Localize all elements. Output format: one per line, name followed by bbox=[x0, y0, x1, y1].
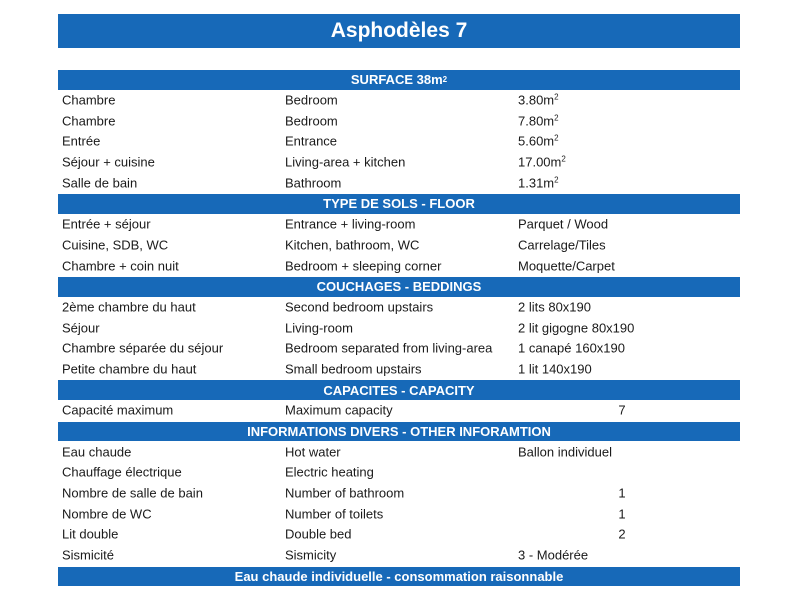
table-row bbox=[58, 214, 740, 235]
unit-superscript: 2 bbox=[554, 92, 559, 102]
table-row bbox=[58, 400, 740, 421]
english-label: Double bed bbox=[285, 526, 352, 542]
french-label: Cuisine, SDB, WC bbox=[62, 237, 169, 253]
english-label: Bedroom bbox=[285, 92, 338, 108]
value-text: Parquet / Wood bbox=[518, 216, 609, 232]
table-row bbox=[58, 317, 740, 338]
english-label: Small bedroom upstairs bbox=[285, 361, 422, 377]
section-header: SURFACE 38m 2 bbox=[58, 69, 740, 90]
table-row bbox=[58, 131, 740, 152]
french-label: Sismicité bbox=[62, 547, 115, 563]
value-cell bbox=[518, 237, 606, 252]
unit-superscript: 2 bbox=[554, 175, 559, 185]
french-label: Petite chambre du haut bbox=[62, 361, 197, 377]
value-cell bbox=[518, 341, 625, 356]
french-label: Capacité maximum bbox=[62, 402, 174, 418]
french-label: Chauffage électrique bbox=[62, 464, 182, 480]
section-header bbox=[58, 193, 740, 214]
english-label: Living-room bbox=[285, 320, 353, 336]
french-label: Chambre bbox=[62, 113, 116, 129]
page-title: Asphodèles 7 bbox=[58, 14, 740, 48]
value-text: 5.60m bbox=[518, 133, 555, 149]
value-cell bbox=[518, 113, 559, 128]
french-label: Séjour bbox=[62, 320, 100, 336]
value-text: 1 lit 140x190 bbox=[518, 361, 592, 377]
table-row bbox=[58, 545, 740, 566]
table-row bbox=[58, 255, 740, 276]
table-row bbox=[58, 441, 740, 462]
table-row bbox=[58, 172, 740, 193]
value-cell bbox=[518, 258, 615, 273]
value-cell bbox=[518, 444, 612, 459]
english-label: Sismicity bbox=[285, 547, 337, 563]
value-text: Moquette/Carpet bbox=[518, 258, 615, 274]
table-row bbox=[58, 235, 740, 256]
count-value: 2 bbox=[618, 526, 626, 542]
french-label: Lit double bbox=[62, 526, 119, 542]
english-label: Electric heating bbox=[285, 464, 374, 480]
table-row bbox=[58, 462, 740, 483]
french-label: Eau chaude bbox=[62, 444, 132, 460]
section-header-label: COUCHAGES - BEDDINGS bbox=[316, 279, 482, 295]
value-text: 1.31m bbox=[518, 175, 555, 191]
value-text: 1 canapé 160x190 bbox=[518, 340, 625, 356]
unit-superscript: 2 bbox=[554, 113, 559, 123]
value-text: 3 - Modérée bbox=[518, 547, 589, 563]
table-row bbox=[58, 110, 740, 131]
table-row bbox=[58, 90, 740, 111]
french-label: Séjour + cuisine bbox=[62, 154, 155, 170]
value-cell bbox=[518, 320, 634, 335]
value-cell bbox=[518, 134, 559, 149]
value-cell bbox=[518, 299, 591, 314]
french-label: Nombre de WC bbox=[62, 506, 152, 522]
table-row bbox=[58, 297, 740, 318]
english-label: Bathroom bbox=[285, 175, 342, 191]
value-cell bbox=[518, 548, 588, 563]
english-label: Living-area + kitchen bbox=[285, 154, 406, 170]
sections-container bbox=[58, 69, 740, 566]
count-value: 1 bbox=[618, 485, 626, 501]
value-text: 2 lit gigogne 80x190 bbox=[518, 320, 635, 336]
english-label: Bedroom separated from living-area bbox=[285, 340, 493, 356]
french-label: Salle de bain bbox=[62, 175, 138, 191]
section-header-label: CAPACITES - CAPACITY bbox=[323, 382, 475, 398]
value-text: 7.80m bbox=[518, 113, 555, 129]
value-text: 3.80m bbox=[518, 92, 555, 108]
english-label: Second bedroom upstairs bbox=[285, 299, 434, 315]
value-text: 17.00m bbox=[518, 154, 562, 170]
table-row bbox=[58, 524, 740, 545]
section-header-label: INFORMATIONS DIVERS - OTHER INFORAMTION bbox=[247, 424, 551, 440]
table-row bbox=[58, 503, 740, 524]
value-cell bbox=[518, 217, 608, 232]
english-label: Entrance + living-room bbox=[285, 216, 416, 232]
info-sheet bbox=[58, 69, 740, 586]
section-header-label: SURFACE 38m bbox=[350, 72, 443, 88]
french-label: 2ème chambre du haut bbox=[62, 299, 196, 315]
english-label: Bedroom + sleeping corner bbox=[285, 258, 442, 274]
english-label: Hot water bbox=[285, 444, 341, 460]
english-label: Number of toilets bbox=[285, 506, 384, 522]
table-row bbox=[58, 359, 740, 380]
unit-superscript: 2 bbox=[554, 133, 559, 143]
english-label: Kitchen, bathroom, WC bbox=[285, 237, 420, 253]
footer-note: Eau chaude individuelle - consommation raisonnable bbox=[58, 566, 740, 587]
french-label: Chambre séparée du séjour bbox=[62, 340, 224, 356]
french-label: Nombre de salle de bain bbox=[62, 485, 203, 501]
value-cell bbox=[518, 175, 559, 190]
english-label: Bedroom bbox=[285, 113, 338, 129]
value-cell bbox=[518, 93, 559, 108]
value-cell bbox=[518, 155, 566, 170]
section-header bbox=[58, 421, 740, 442]
value-text: Ballon individuel bbox=[518, 444, 612, 460]
count-value: 1 bbox=[618, 506, 626, 522]
french-label: Chambre + coin nuit bbox=[62, 258, 179, 274]
section-header bbox=[58, 379, 740, 400]
value-text: 2 lits 80x190 bbox=[518, 299, 591, 315]
table-row bbox=[58, 338, 740, 359]
section-header-label: TYPE DE SOLS - FLOOR bbox=[323, 196, 475, 212]
table-row bbox=[58, 483, 740, 504]
section-header bbox=[58, 276, 740, 297]
french-label: Entrée + séjour bbox=[62, 216, 151, 232]
english-label: Number of bathroom bbox=[285, 485, 405, 501]
english-label: Entrance bbox=[285, 133, 338, 149]
english-label: Maximum capacity bbox=[285, 402, 393, 418]
value-cell bbox=[518, 361, 592, 376]
value-text: Carrelage/Tiles bbox=[518, 237, 606, 253]
count-value: 7 bbox=[618, 402, 626, 418]
french-label: Chambre bbox=[62, 92, 116, 108]
table-row bbox=[58, 152, 740, 173]
french-label: Entrée bbox=[62, 133, 101, 149]
unit-superscript: 2 bbox=[561, 154, 566, 164]
